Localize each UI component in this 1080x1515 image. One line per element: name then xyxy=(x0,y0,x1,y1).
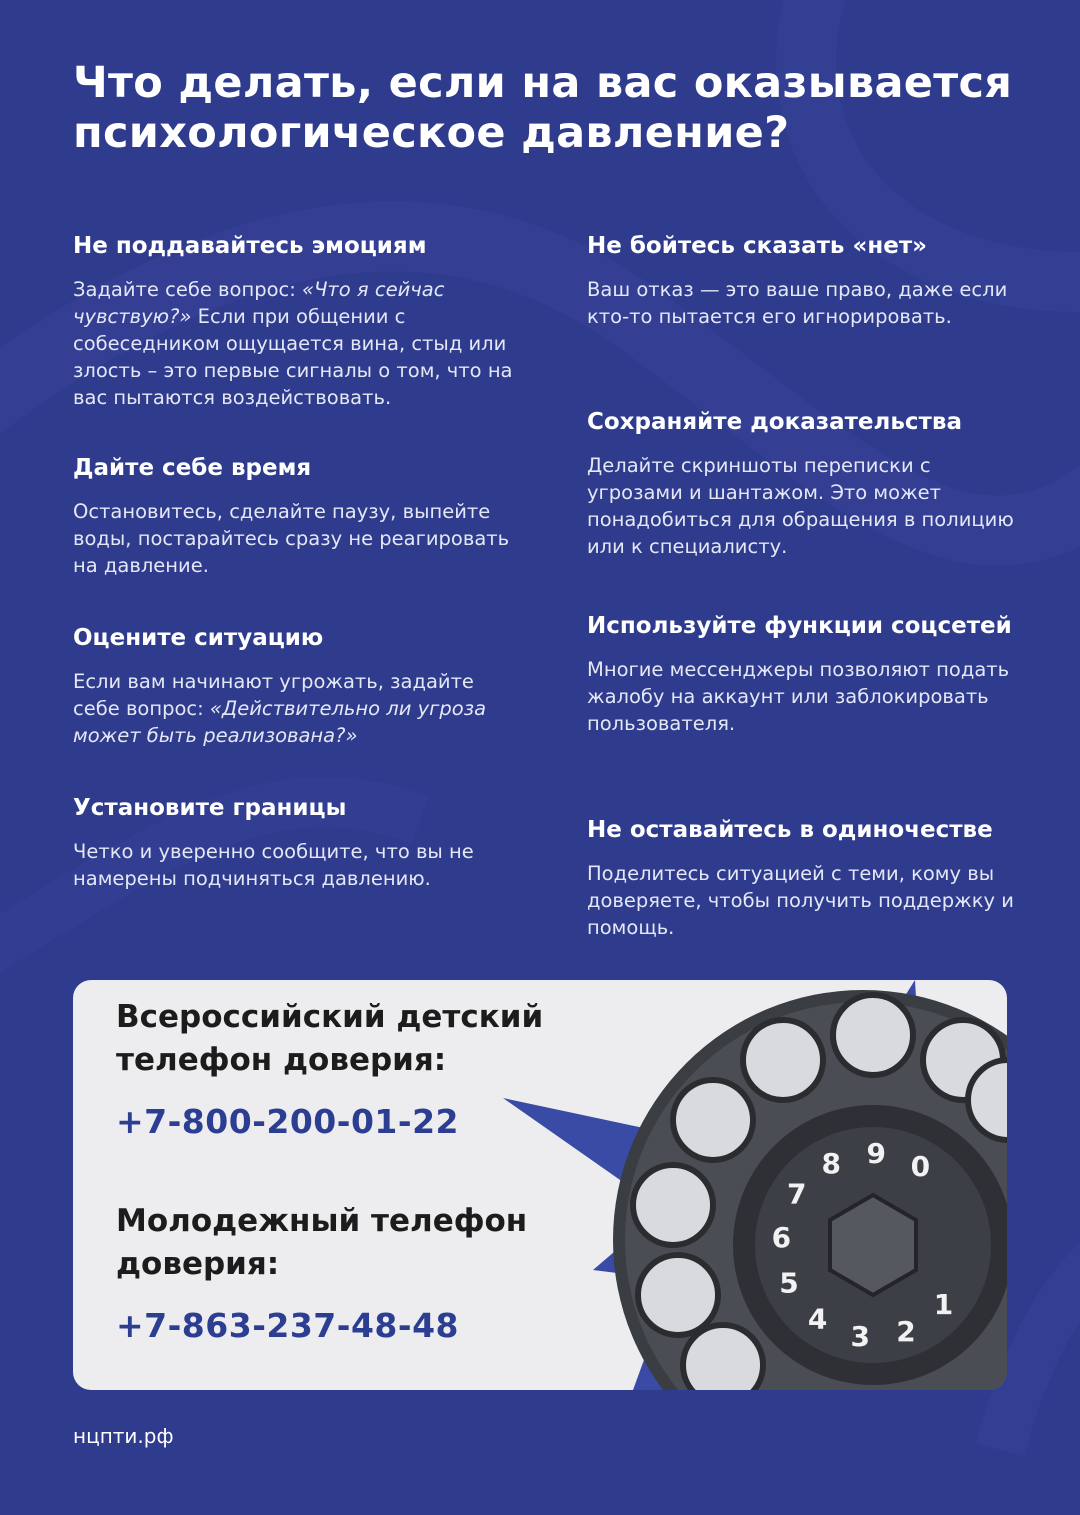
tip-social-features xyxy=(587,612,1027,737)
tip-not-alone xyxy=(587,816,1027,941)
tip-text-quote: «Что я сейчас чувствую?» xyxy=(73,278,445,328)
hotline-children xyxy=(116,996,586,1142)
tip-keep-evidence xyxy=(587,408,1027,560)
dial-digit-7: 7 xyxy=(786,1177,807,1211)
dial-digit-9: 9 xyxy=(866,1137,886,1171)
dial-digit-5: 5 xyxy=(779,1266,799,1300)
dial-digit-2: 2 xyxy=(896,1314,916,1348)
tip-heading: Используйте функции соцсетей xyxy=(587,613,1012,639)
tip-heading: Установите границы xyxy=(73,795,347,821)
dial-digit-4: 4 xyxy=(807,1302,828,1336)
tip-heading: Не бойтесь сказать «нет» xyxy=(587,233,928,259)
tip-text: Остановитесь, сделайте паузу, выпейте воды, постарайтесь сразу не реагировать на давление. xyxy=(73,500,510,577)
hotline-phone-number[interactable]: +7-863-237-48-48 xyxy=(116,1306,460,1345)
footer-site-link[interactable]: нцпти.рф xyxy=(73,1424,174,1448)
dial-digit-1: 1 xyxy=(933,1288,954,1322)
tip-heading: Оцените ситуацию xyxy=(73,625,324,651)
tip-heading: Дайте себе время xyxy=(73,455,312,481)
rotary-dial xyxy=(613,990,1007,1390)
dial-digit-8: 8 xyxy=(821,1147,841,1180)
tip-text xyxy=(73,668,523,749)
tip-text: Ваш отказ — это ваше право, даже если кто-то пытается его игнорировать. xyxy=(587,278,1008,328)
hotline-card xyxy=(73,980,1007,1390)
hotline-title: Всероссийский детский телефон доверия: xyxy=(116,999,544,1078)
dial-digit-6: 6 xyxy=(771,1221,792,1254)
dial-digit-3: 3 xyxy=(850,1320,870,1354)
tip-text: Четко и уверенно сообщите, что вы не намерены подчиняться давлению. xyxy=(73,840,474,890)
hotline-title: Молодежный телефон доверия: xyxy=(116,1203,528,1282)
tip-say-no xyxy=(587,232,1027,330)
tip-text: Делайте скриншоты переписки с угрозами и шантажом. Это может понадобиться для обращения в полицию или к специалисту. xyxy=(587,454,1014,558)
tip-text-part: Задайте себе вопрос: xyxy=(73,278,303,301)
tip-text: Поделитесь ситуацией с теми, кому вы доверяете, чтобы получить поддержку и помощь. xyxy=(587,862,1014,939)
page-title: Что делать, если на вас оказывается психологическое давление? xyxy=(73,58,1013,158)
tip-heading: Не оставайтесь в одиночестве xyxy=(587,817,993,843)
hotline-phone-number[interactable]: +7-800-200-01-22 xyxy=(116,1102,460,1141)
tip-take-time xyxy=(73,454,523,579)
tip-heading: Сохраняйте доказательства xyxy=(587,409,962,435)
tip-text-quote: «Действительно ли угроза может быть реализована?» xyxy=(73,697,487,747)
tip-emotions xyxy=(73,232,523,411)
tip-text xyxy=(73,276,523,411)
dial-digit-0: 0 xyxy=(910,1150,931,1184)
tip-set-boundaries xyxy=(73,794,523,892)
tip-text-part: Если при общении с собеседником ощущается вина, стыд или злость – это первые сигналы о том, что на вас пытаются воздействовать. xyxy=(73,305,513,409)
tip-text: Многие мессенджеры позволяют подать жалобу на аккаунт или заблокировать пользователя. xyxy=(587,658,1010,735)
tip-assess-situation xyxy=(73,624,523,749)
tip-heading: Не поддавайтесь эмоциям xyxy=(73,233,427,259)
tip-text-part: Если вам начинают угрожать, задайте себе вопрос: xyxy=(73,670,474,720)
hotline-youth xyxy=(116,1200,586,1346)
